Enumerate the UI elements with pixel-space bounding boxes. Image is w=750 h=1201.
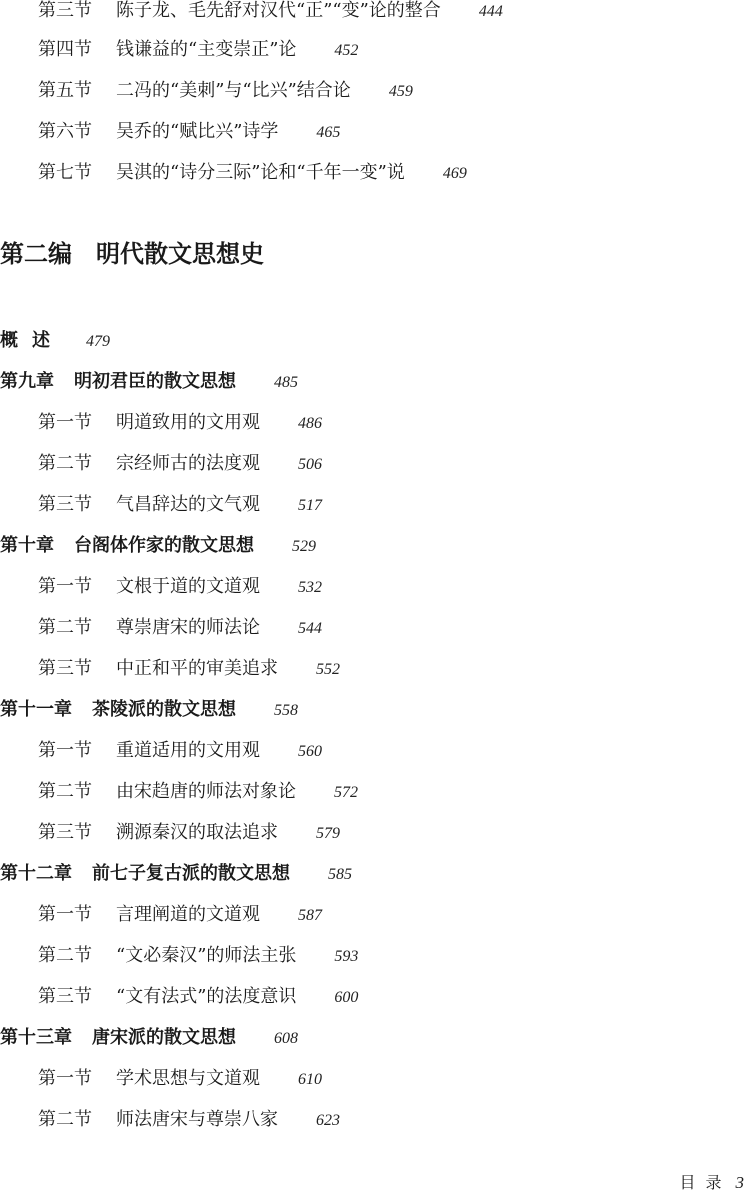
page-number: 552	[316, 661, 340, 678]
section-title: 宗经师古的法度观	[116, 453, 260, 474]
section-title: 师法唐宋与尊崇八家	[116, 1109, 278, 1130]
page-number: 479	[86, 333, 110, 350]
chapter-label: 第十三章	[0, 1027, 72, 1048]
page-number: 608	[274, 1030, 298, 1047]
page-number: 465	[316, 124, 341, 141]
page-number: 558	[274, 702, 298, 719]
section-label: 第三节	[38, 822, 92, 843]
chapter-title: 茶陵派的散文思想	[92, 699, 236, 720]
section-label: 第一节	[38, 1068, 92, 1089]
page-number: 506	[298, 456, 322, 473]
section-label: 第二节	[38, 1109, 92, 1130]
page-footer	[679, 1170, 744, 1193]
chapter-title: 唐宋派的散文思想	[92, 1027, 236, 1048]
part-label: 第二编	[0, 240, 72, 268]
section-label: 第二节	[38, 617, 92, 638]
section-label: 第七节	[38, 162, 92, 183]
page-number: 579	[316, 825, 340, 842]
page-number: 623	[316, 1112, 340, 1129]
toc-section-entry	[38, 572, 322, 602]
section-title: 重道适用的文用观	[116, 740, 260, 761]
section-title: 中正和平的审美追求	[116, 658, 278, 679]
section-label: 第二节	[38, 945, 92, 966]
toc-section-entry	[38, 736, 322, 766]
section-title: 钱谦益的“主变崇正”论	[116, 39, 297, 60]
footer-page-number: 3	[735, 1173, 744, 1192]
section-label: 第一节	[38, 412, 92, 433]
section-label: 第三节	[38, 0, 92, 21]
footer-label: 目录	[679, 1173, 732, 1192]
toc-chapter-entry	[0, 859, 352, 889]
page-number: 452	[334, 42, 359, 59]
page-number: 610	[298, 1071, 322, 1088]
section-label: 第一节	[38, 740, 92, 761]
section-title: 吴乔的“赋比兴”诗学	[116, 121, 279, 142]
toc-overview-entry	[0, 326, 110, 356]
toc-section-entry	[38, 158, 467, 188]
page-number: 544	[298, 620, 322, 637]
page-number: 485	[274, 374, 298, 391]
section-label: 第三节	[38, 494, 92, 515]
page-number: 587	[298, 907, 322, 924]
section-label: 第一节	[38, 904, 92, 925]
toc-section-entry	[38, 982, 358, 1012]
page-number: 600	[334, 989, 359, 1006]
chapter-title: 前七子复古派的散文思想	[92, 863, 290, 884]
toc-section-entry	[38, 1105, 340, 1135]
toc-chapter-entry	[0, 695, 298, 725]
page-number: 593	[334, 948, 359, 965]
section-title: “文必秦汉”的师法主张	[116, 945, 297, 966]
toc-section-entry	[38, 1064, 322, 1094]
toc-section-entry	[38, 818, 340, 848]
chapter-label: 第十二章	[0, 863, 72, 884]
toc-section-entry	[38, 76, 413, 106]
toc-section-entry	[38, 490, 322, 520]
section-label: 第一节	[38, 576, 92, 597]
section-label: 第二节	[38, 781, 92, 802]
toc-chapter-entry	[0, 1023, 298, 1053]
chapter-label: 第九章	[0, 371, 54, 392]
section-title: 气昌辞达的文气观	[116, 494, 260, 515]
section-title: 溯源秦汉的取法追求	[116, 822, 278, 843]
chapter-label: 第十一章	[0, 699, 72, 720]
section-label: 第五节	[38, 80, 92, 101]
chapter-title: 台阁体作家的散文思想	[74, 535, 254, 556]
page-number: 444	[478, 3, 503, 20]
toc-section-entry	[38, 900, 322, 930]
page-number: 532	[298, 579, 322, 596]
section-title: “文有法式”的法度意识	[116, 986, 297, 1007]
toc-section-entry	[38, 777, 358, 807]
section-label: 第四节	[38, 39, 92, 60]
toc-section-entry	[38, 449, 322, 479]
chapter-title: 明初君臣的散文思想	[74, 371, 236, 392]
section-title: 尊崇唐宋的师法论	[116, 617, 260, 638]
part-title: 明代散文思想史	[96, 240, 264, 268]
section-label: 第三节	[38, 658, 92, 679]
section-label: 第二节	[38, 453, 92, 474]
page-number: 469	[442, 165, 467, 182]
page-number: 529	[292, 538, 316, 555]
page-number: 572	[334, 784, 358, 801]
page-number: 560	[298, 743, 322, 760]
section-label: 第六节	[38, 121, 92, 142]
section-title: 陈子龙、毛先舒对汉代“正”“变”论的整合	[116, 0, 441, 21]
section-label: 第三节	[38, 986, 92, 1007]
toc-section-entry	[38, 941, 358, 971]
chapter-label: 第十章	[0, 535, 54, 556]
section-title: 二冯的“美刺”与“比兴”结合论	[116, 80, 351, 101]
toc-section-entry	[38, 117, 340, 147]
toc-chapter-entry	[0, 367, 298, 397]
page-number: 459	[388, 83, 413, 100]
toc-section-entry	[38, 408, 322, 438]
page-number: 517	[298, 497, 322, 514]
section-title: 由宋趋唐的师法对象论	[116, 781, 296, 802]
section-title: 明道致用的文用观	[116, 412, 260, 433]
overview-label: 概述	[0, 330, 64, 351]
section-title: 言理阐道的文道观	[116, 904, 260, 925]
toc-chapter-entry	[0, 531, 316, 561]
toc-section-entry	[38, 35, 358, 65]
page-number: 486	[298, 415, 322, 432]
page-number: 585	[328, 866, 352, 883]
section-title: 学术思想与文道观	[116, 1068, 260, 1089]
section-title: 吴淇的“诗分三际”论和“千年一变”说	[116, 162, 405, 183]
part-heading	[0, 234, 264, 274]
toc-section-entry	[38, 654, 340, 684]
toc-section-entry	[38, 613, 322, 643]
toc-section-entry	[38, 0, 503, 26]
section-title: 文根于道的文道观	[116, 576, 260, 597]
